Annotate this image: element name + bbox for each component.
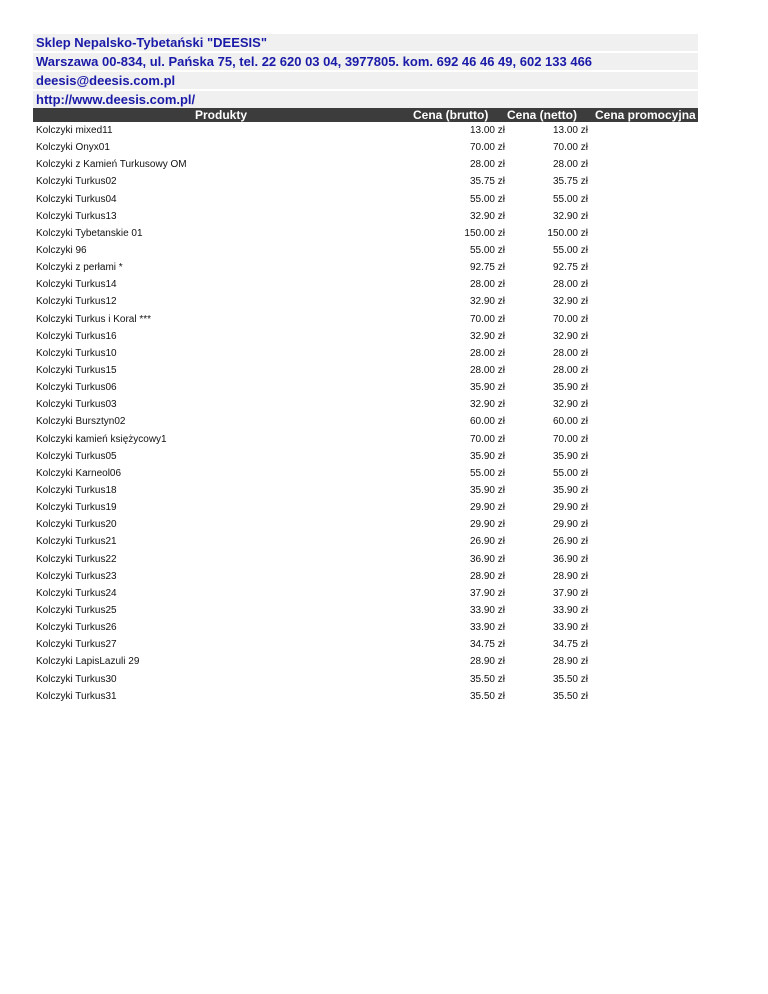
price-brutto-cell: 92.75 zł	[469, 262, 505, 274]
price-netto-cell: 26.90 zł	[552, 536, 588, 548]
table-row	[33, 379, 698, 396]
table-row	[33, 225, 698, 242]
table-row	[33, 431, 698, 448]
product-name-cell: Kolczyki Tybetanskie 01	[36, 227, 143, 239]
price-brutto-cell: 28.90 zł	[469, 656, 505, 668]
table-row	[33, 276, 698, 293]
table-row	[33, 122, 698, 139]
price-netto-cell: 70.00 zł	[552, 313, 588, 325]
price-brutto-cell: 70.00 zł	[469, 313, 505, 325]
price-netto-cell: 35.50 zł	[552, 673, 588, 685]
price-netto-cell: 36.90 zł	[552, 553, 588, 565]
price-netto-cell: 34.75 zł	[552, 639, 588, 651]
product-name-cell: Kolczyki Turkus04	[36, 193, 117, 205]
product-name-cell: Kolczyki Turkus14	[36, 279, 117, 291]
price-brutto-cell: 35.90 zł	[469, 484, 505, 496]
product-name-cell: Kolczyki z perłami *	[36, 262, 123, 274]
price-brutto-cell: 55.00 zł	[469, 193, 505, 205]
product-name-cell: Kolczyki Turkus15	[36, 364, 117, 376]
price-brutto-cell: 55.00 zł	[469, 467, 505, 479]
table-row	[33, 311, 698, 328]
price-netto-cell: 70.00 zł	[552, 433, 588, 445]
table-row	[33, 465, 698, 482]
price-brutto-cell: 32.90 zł	[469, 330, 505, 342]
price-netto-cell: 35.90 zł	[552, 450, 588, 462]
shop-header	[33, 34, 698, 110]
product-name-cell: Kolczyki mixed11	[36, 125, 113, 136]
price-brutto-cell: 32.90 zł	[469, 296, 505, 308]
price-brutto-cell: 28.90 zł	[469, 570, 505, 582]
table-row	[33, 396, 698, 413]
product-name-cell: Kolczyki LapisLazuli 29	[36, 656, 140, 668]
product-name-cell: Kolczyki Karneol06	[36, 467, 122, 479]
price-netto-cell: 35.90 zł	[552, 382, 588, 394]
product-name-cell: Kolczyki Turkus05	[36, 450, 117, 462]
price-brutto-cell: 28.00 zł	[469, 159, 505, 171]
product-name-cell: Kolczyki Turkus22	[36, 553, 117, 565]
product-name-cell: Kolczyki kamień księżycowy1	[36, 433, 167, 445]
price-brutto-cell: 150.00 zł	[464, 227, 505, 239]
price-netto-cell: 55.00 zł	[552, 193, 588, 205]
product-name-cell: Kolczyki Turkus25	[36, 604, 117, 616]
price-table	[33, 108, 698, 705]
table-row	[33, 139, 698, 156]
table-row	[33, 413, 698, 430]
price-netto-cell: 32.90 zł	[552, 210, 588, 222]
price-netto-cell: 28.90 zł	[552, 570, 588, 582]
price-netto-cell: 28.00 zł	[552, 279, 588, 291]
price-brutto-cell: 60.00 zł	[469, 416, 505, 428]
price-netto-cell: 28.00 zł	[552, 159, 588, 171]
shop-address: Warszawa 00-834, ul. Pańska 75, tel. 22 620 03 04, 3977805. kom. 692 46 46 49, 602 133 466	[33, 53, 698, 70]
product-name-cell: Kolczyki Turkus06	[36, 382, 117, 394]
price-brutto-cell: 29.90 zł	[469, 502, 505, 514]
table-row	[33, 362, 698, 379]
product-name-cell: Kolczyki Turkus31	[36, 690, 117, 702]
price-netto-cell: 28.00 zł	[552, 347, 588, 359]
table-row	[33, 345, 698, 362]
price-netto-cell: 32.90 zł	[552, 296, 588, 308]
table-row	[33, 293, 698, 310]
price-brutto-cell: 13.00 zł	[469, 125, 505, 136]
price-brutto-cell: 35.75 zł	[469, 176, 505, 188]
price-brutto-cell: 37.90 zł	[469, 587, 505, 599]
column-header-netto: Cena (netto)	[507, 108, 577, 122]
product-name-cell: Kolczyki Turkus13	[36, 210, 117, 222]
price-netto-cell: 29.90 zł	[552, 519, 588, 531]
table-row	[33, 551, 698, 568]
price-brutto-cell: 70.00 zł	[469, 433, 505, 445]
product-name-cell: Kolczyki Turkus21	[36, 536, 117, 548]
product-name-cell: Kolczyki Turkus19	[36, 502, 117, 514]
product-name-cell: Kolczyki Turkus26	[36, 622, 117, 634]
table-row	[33, 448, 698, 465]
product-name-cell: Kolczyki Turkus18	[36, 484, 117, 496]
price-brutto-cell: 29.90 zł	[469, 519, 505, 531]
product-name-cell: Kolczyki Turkus10	[36, 347, 117, 359]
table-row	[33, 156, 698, 173]
price-netto-cell: 32.90 zł	[552, 399, 588, 411]
price-netto-cell: 55.00 zł	[552, 467, 588, 479]
price-netto-cell: 55.00 zł	[552, 244, 588, 256]
table-row	[33, 585, 698, 602]
price-netto-cell: 150.00 zł	[547, 227, 588, 239]
table-row	[33, 602, 698, 619]
price-brutto-cell: 35.90 zł	[469, 382, 505, 394]
price-brutto-cell: 33.90 zł	[469, 622, 505, 634]
price-netto-cell: 60.00 zł	[552, 416, 588, 428]
price-netto-cell: 28.90 zł	[552, 656, 588, 668]
price-netto-cell: 37.90 zł	[552, 587, 588, 599]
shop-website[interactable]: http://www.deesis.com.pl/	[33, 91, 698, 108]
price-brutto-cell: 26.90 zł	[469, 536, 505, 548]
table-header	[33, 108, 698, 122]
price-brutto-cell: 34.75 zł	[469, 639, 505, 651]
shop-title: Sklep Nepalsko-Tybetański "DEESIS"	[33, 34, 698, 51]
price-netto-cell: 92.75 zł	[552, 262, 588, 274]
price-netto-cell: 35.50 zł	[552, 690, 588, 702]
table-row	[33, 636, 698, 653]
price-netto-cell: 29.90 zł	[552, 502, 588, 514]
table-row	[33, 516, 698, 533]
table-row	[33, 191, 698, 208]
table-row	[33, 482, 698, 499]
table-body	[33, 122, 698, 705]
price-netto-cell: 33.90 zł	[552, 604, 588, 616]
product-name-cell: Kolczyki z Kamień Turkusowy OM	[36, 159, 187, 171]
price-brutto-cell: 70.00 zł	[469, 142, 505, 154]
price-brutto-cell: 32.90 zł	[469, 210, 505, 222]
price-brutto-cell: 28.00 zł	[469, 279, 505, 291]
table-row	[33, 619, 698, 636]
table-row	[33, 499, 698, 516]
price-brutto-cell: 32.90 zł	[469, 399, 505, 411]
product-name-cell: Kolczyki Turkus03	[36, 399, 117, 411]
price-brutto-cell: 28.00 zł	[469, 364, 505, 376]
price-brutto-cell: 28.00 zł	[469, 347, 505, 359]
price-netto-cell: 13.00 zł	[552, 125, 588, 136]
product-name-cell: Kolczyki Turkus23	[36, 570, 117, 582]
table-row	[33, 688, 698, 705]
column-header-products: Produkty	[195, 108, 248, 122]
product-name-cell: Kolczyki Turkus30	[36, 673, 117, 685]
product-name-cell: Kolczyki Turkus02	[36, 176, 117, 188]
product-name-cell: Kolczyki 96	[36, 244, 87, 256]
price-brutto-cell: 33.90 zł	[469, 604, 505, 616]
product-name-cell: Kolczyki Turkus i Koral ***	[36, 313, 152, 325]
price-brutto-cell: 36.90 zł	[469, 553, 505, 565]
price-netto-cell: 35.90 zł	[552, 484, 588, 496]
price-netto-cell: 70.00 zł	[552, 142, 588, 154]
product-name-cell: Kolczyki Turkus20	[36, 519, 117, 531]
product-name-cell: Kolczyki Onyx01	[36, 142, 110, 154]
table-row	[33, 242, 698, 259]
price-brutto-cell: 35.50 zł	[469, 673, 505, 685]
price-netto-cell: 35.75 zł	[552, 176, 588, 188]
product-name-cell: Kolczyki Turkus27	[36, 639, 117, 651]
column-header-promo: Cena promocyjna	[595, 108, 696, 122]
table-row	[33, 568, 698, 585]
price-netto-cell: 32.90 zł	[552, 330, 588, 342]
table-row	[33, 173, 698, 190]
table-row	[33, 653, 698, 670]
table-row	[33, 208, 698, 225]
product-name-cell: Kolczyki Bursztyn02	[36, 416, 126, 428]
column-header-brutto: Cena (brutto)	[413, 108, 489, 122]
price-netto-cell: 28.00 zł	[552, 364, 588, 376]
price-brutto-cell: 55.00 zł	[469, 244, 505, 256]
price-brutto-cell: 35.90 zł	[469, 450, 505, 462]
product-name-cell: Kolczyki Turkus24	[36, 587, 117, 599]
table-row	[33, 328, 698, 345]
table-row	[33, 671, 698, 688]
price-netto-cell: 33.90 zł	[552, 622, 588, 634]
product-name-cell: Kolczyki Turkus12	[36, 296, 117, 308]
table-row	[33, 259, 698, 276]
price-brutto-cell: 35.50 zł	[469, 690, 505, 702]
table-row	[33, 533, 698, 550]
product-name-cell: Kolczyki Turkus16	[36, 330, 117, 342]
shop-email[interactable]: deesis@deesis.com.pl	[33, 72, 698, 89]
